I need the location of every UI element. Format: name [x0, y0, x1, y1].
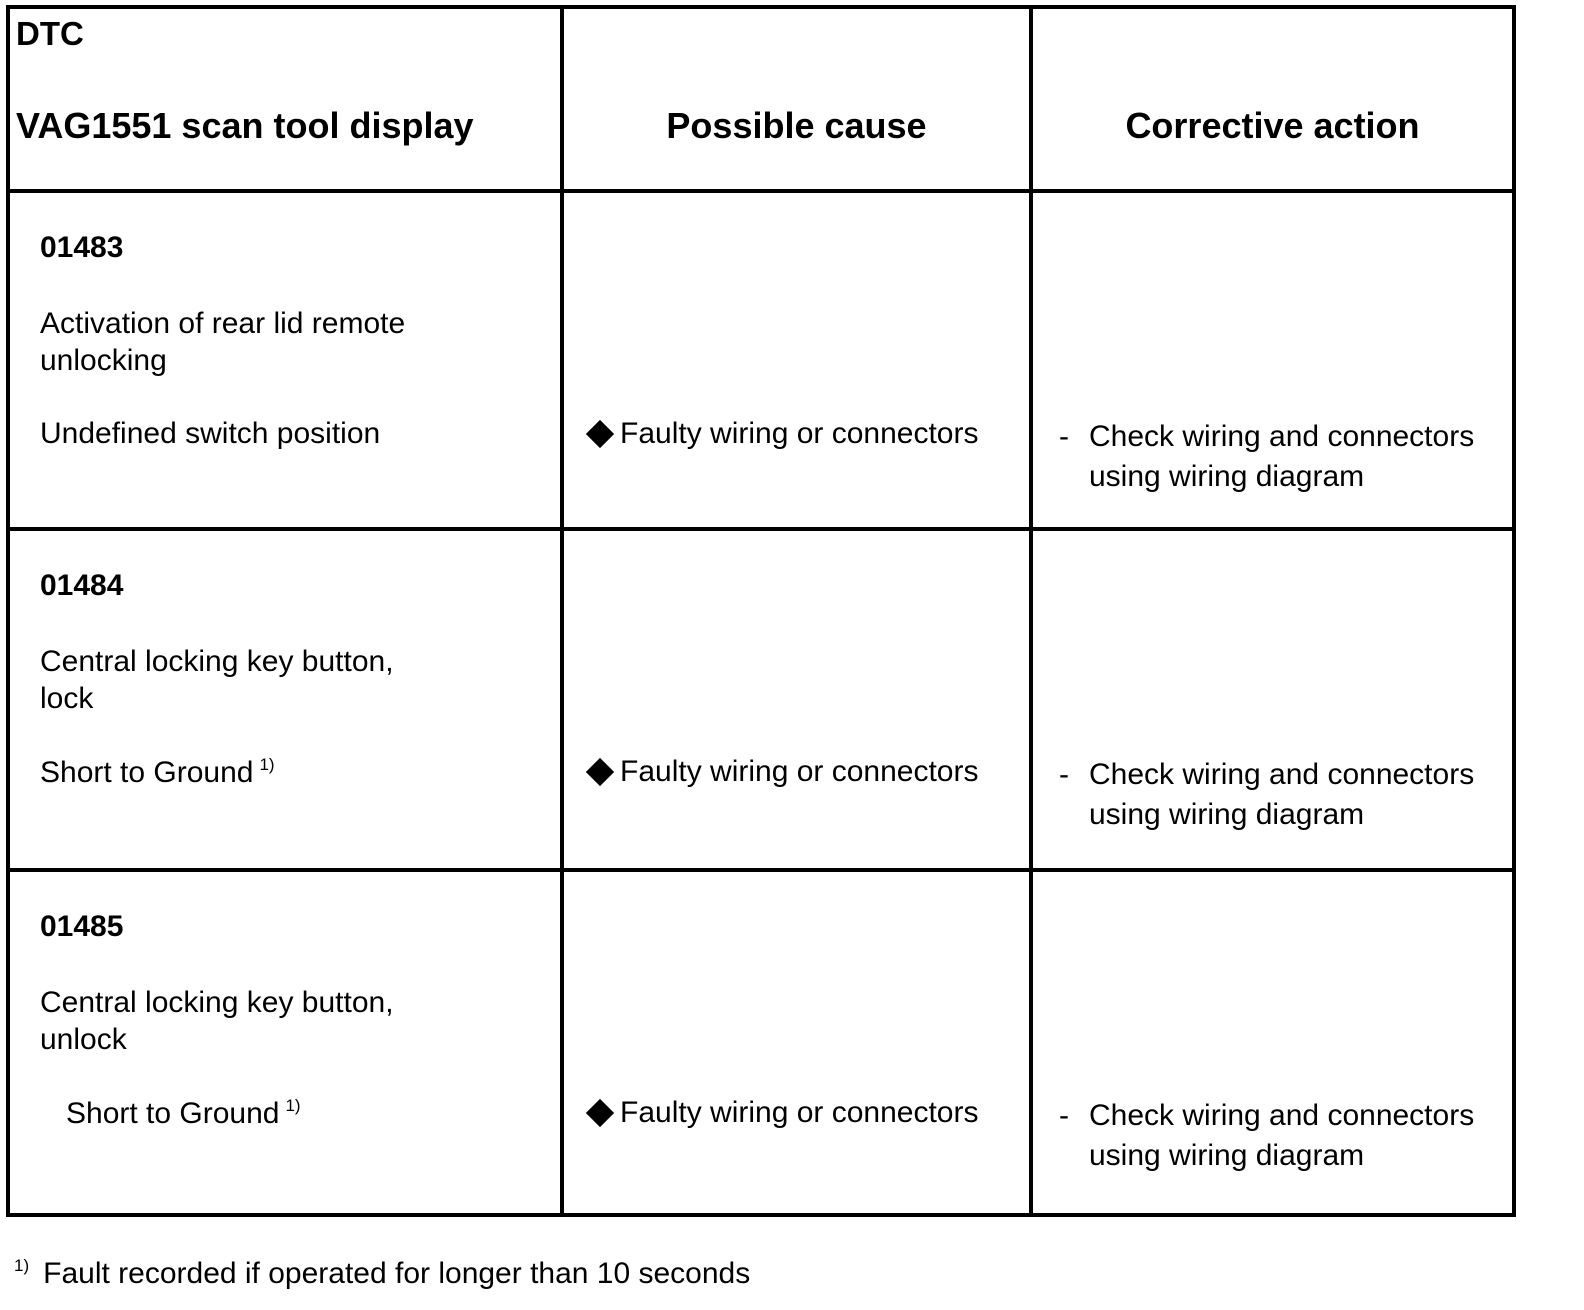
- corrective-action-text: Check wiring and connectors using wiring diagram: [1089, 420, 1475, 493]
- header-display-cell: [10, 9, 564, 193]
- dtc-description: Central locking key button, lock: [40, 645, 394, 715]
- header-action-label: Corrective action: [1125, 105, 1420, 146]
- footnote: [14, 1256, 750, 1291]
- corrective-action: [1059, 755, 1512, 835]
- diamond-bullet-icon: [586, 1099, 614, 1127]
- possible-cause-text: Faulty wiring or connectors: [620, 1096, 979, 1129]
- footnote-reference: 1): [259, 755, 275, 774]
- possible-cause: [584, 755, 978, 789]
- table-row-display: [10, 872, 564, 1213]
- dtc-code: 01485: [40, 910, 124, 943]
- dash-bullet: -: [1059, 420, 1069, 453]
- table-row-cause: [564, 872, 1033, 1213]
- dtc-condition: [40, 417, 380, 451]
- header-cause-label: Possible cause: [666, 105, 927, 146]
- dtc-condition: [40, 755, 275, 790]
- possible-cause-text: Faulty wiring or connectors: [620, 417, 979, 450]
- dtc-condition-text: Undefined switch position: [40, 417, 381, 450]
- table-row-cause: [564, 531, 1033, 872]
- dtc-table: [6, 5, 1516, 1217]
- footnote-marker: 1): [14, 1256, 30, 1275]
- table-row-display: [10, 193, 564, 531]
- corrective-action: [1059, 1096, 1512, 1176]
- dtc-code: 01484: [40, 569, 124, 602]
- dtc-condition-text: Short to Ground: [66, 1097, 280, 1130]
- dtc-description: Activation of rear lid remote unlocking: [40, 307, 406, 377]
- dtc-condition: [66, 1096, 301, 1131]
- header-dtc-label: DTC: [16, 15, 84, 52]
- diamond-bullet-icon: [586, 420, 614, 448]
- dash-bullet: -: [1059, 758, 1069, 791]
- header-display-label: VAG1551 scan tool display: [16, 105, 474, 146]
- table-row-action: [1033, 193, 1512, 531]
- header-cause-cell: [564, 9, 1033, 193]
- header-action-cell: [1033, 9, 1512, 193]
- diamond-bullet-icon: [586, 758, 614, 786]
- possible-cause: [584, 1096, 978, 1130]
- dtc-code: 01483: [40, 231, 124, 264]
- table-row-display: [10, 531, 564, 872]
- dtc-condition-text: Short to Ground: [40, 756, 254, 789]
- footnote-text: Fault recorded if operated for longer than 10 seconds: [43, 1257, 751, 1290]
- dtc-description: Central locking key button, unlock: [40, 986, 394, 1056]
- corrective-action-text: Check wiring and connectors using wiring diagram: [1089, 1099, 1475, 1172]
- table-row-cause: [564, 193, 1033, 531]
- corrective-action: [1059, 417, 1512, 497]
- table-row-action: [1033, 531, 1512, 872]
- possible-cause-text: Faulty wiring or connectors: [620, 755, 979, 788]
- possible-cause: [584, 417, 978, 451]
- table-row-action: [1033, 872, 1512, 1213]
- footnote-reference: 1): [285, 1096, 301, 1115]
- dash-bullet: -: [1059, 1099, 1069, 1132]
- corrective-action-text: Check wiring and connectors using wiring diagram: [1089, 758, 1475, 831]
